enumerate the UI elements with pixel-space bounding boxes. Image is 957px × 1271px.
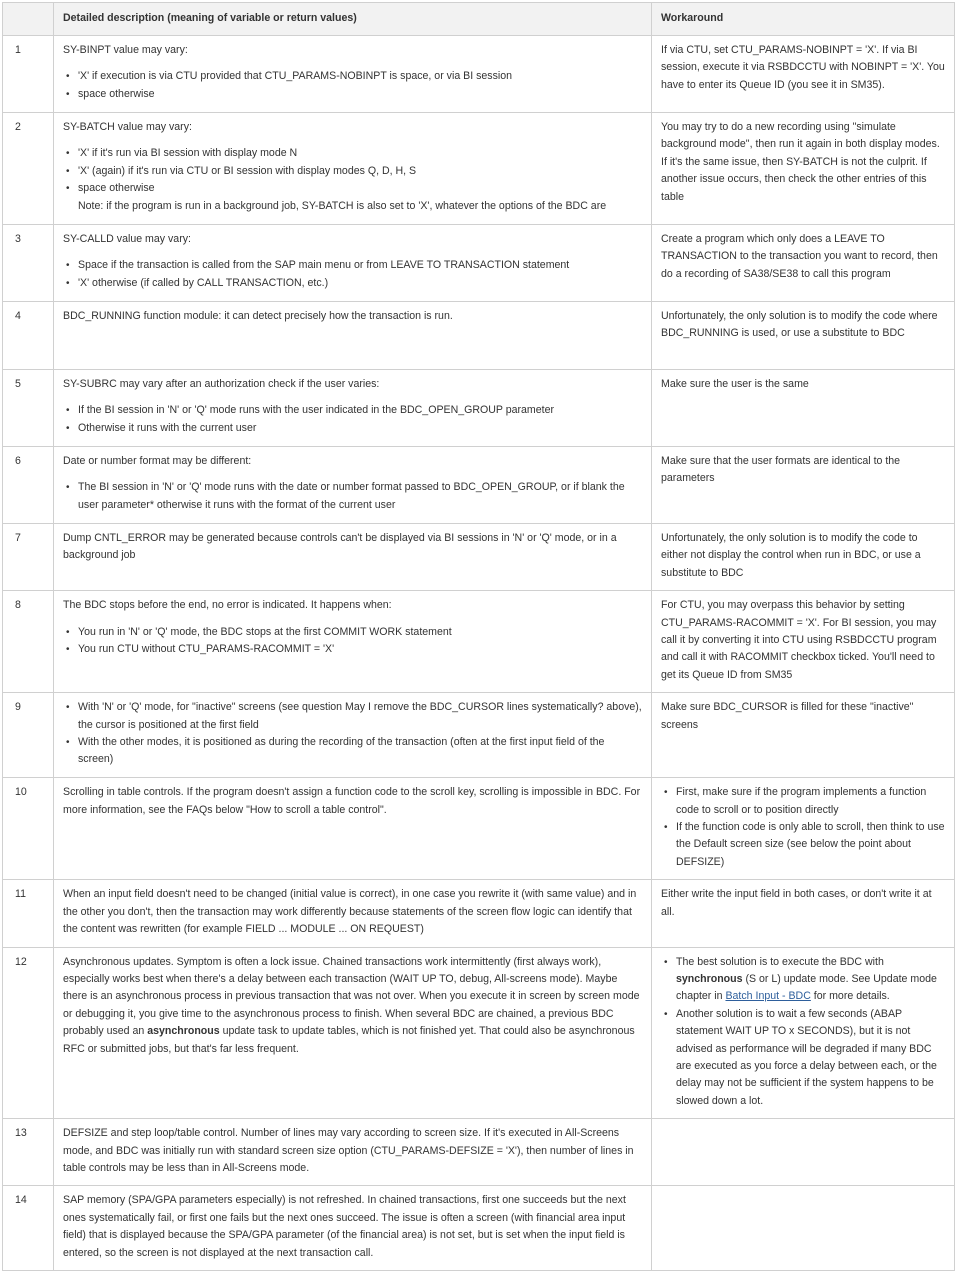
workaround-list	[661, 784, 945, 871]
row-workaround: Make sure the user is the same	[652, 370, 955, 447]
row-number: 12	[3, 947, 54, 1119]
list-item: • 'X' if it's run via BI session with display mode N	[63, 145, 642, 162]
table-row	[3, 1119, 955, 1186]
row-description	[54, 591, 652, 693]
row-description: Scrolling in table controls. If the program doesn't assign a function code to the scroll key, scrolling is impossible in BDC. For more information, see the FAQs below "How to scroll a table control".	[54, 778, 652, 880]
list-item: • 'X' (again) if it's run via CTU or BI session with display modes Q, D, H, S	[63, 163, 642, 180]
row-workaround: Unfortunately, the only solution is to modify the code where BDC_RUNNING is used, or use a substitute to BDC	[652, 302, 955, 370]
row-description: When an input field doesn't need to be changed (initial value is correct), in one case you rewrite it (with same value) and in the other you don't, then the transaction may work differently because statements of the screen flow logic can identify that the content was rewritten (for example FIELD ... MODULE ... ON REQUEST)	[54, 880, 652, 947]
description-list	[63, 479, 642, 514]
row-workaround: You may try to do a new recording using "simulate background mode", then run it again in both display modes. If it's the same issue, then SY-BATCH is not the culprit. If another issue occurs, then check the other entries of this table	[652, 113, 955, 225]
description-lead: Date or number format may be different:	[63, 455, 252, 467]
description-list	[63, 402, 642, 437]
row-workaround	[652, 1186, 955, 1271]
row-number: 4	[3, 302, 54, 370]
list-item: • Otherwise it runs with the current user	[63, 420, 642, 437]
list-item: • Another solution is to wait a few seconds (ABAP statement WAIT UP TO x SECONDS), but it is not advised as performance will be degraded if many BDC are executed as you force a delay between each, or the delay may not be sufficient if the system happens to be slowed down a lot.	[661, 1006, 945, 1110]
description-lead: SY-CALLD value may vary:	[63, 233, 191, 245]
list-item: • If the BI session in 'N' or 'Q' mode runs with the user indicated in the BDC_OPEN_GROUP parameter	[63, 402, 642, 419]
description-note: Note: if the program is run in a background job, SY-BATCH is also set to 'X', whatever the options of the BDC are	[78, 199, 607, 212]
list-item: • With 'N' or 'Q' mode, for "inactive" screens (see question May I remove the BDC_CURSOR lines systematically? above), the cursor is positioned at the first field	[63, 699, 642, 734]
row-workaround: Either write the input field in both cases, or don't write it at all.	[652, 880, 955, 947]
row-number: 6	[3, 447, 54, 524]
description-lead: The BDC stops before the end, no error is indicated. It happens when:	[63, 599, 392, 612]
description-list	[63, 145, 642, 197]
list-item: • Space if the transaction is called from the SAP main menu or from LEAVE TO TRANSACTION statement	[63, 257, 642, 274]
table-row	[3, 778, 955, 880]
list-item: • You run in 'N' or 'Q' mode, the BDC stops at the first COMMIT WORK statement	[63, 624, 642, 641]
row-workaround	[652, 778, 955, 880]
description-text: update task to update tables, which is not finished yet. That could also be asynchronous RFC or submitted jobs, but that's far less frequent.	[63, 1025, 635, 1055]
description-list	[63, 699, 642, 769]
row-workaround: Unfortunately, the only solution is to modify the code to either not display the control when run in BDC, or use a substitute to BDC	[652, 524, 955, 591]
bdc-differences-table	[2, 2, 955, 1271]
row-number: 2	[3, 113, 54, 225]
table-row	[3, 947, 955, 1119]
table-row	[3, 36, 955, 113]
list-item: • You run CTU without CTU_PARAMS-RACOMMIT = 'X'	[63, 641, 642, 658]
row-description	[54, 36, 652, 113]
row-workaround: If via CTU, set CTU_PARAMS-NOBINPT = 'X'. If via BI session, execute it via RSBDCCTU with NOBINPT = 'X'. You have to enter its Queue ID (you see it in SM35).	[652, 36, 955, 113]
row-description	[54, 447, 652, 524]
row-workaround: For CTU, you may overpass this behavior by setting CTU_PARAMS-RACOMMIT = 'X'. For BI session, you may call it by converting it into CTU using RSBDCCTU program and call it with RACOMMIT checkbox ticked. You'll need to get its Queue ID from SM35	[652, 591, 955, 693]
workaround-text: (S or L) update mode. See Update mode chapter in	[676, 972, 937, 1003]
row-number: 9	[3, 693, 54, 778]
list-item: • space otherwise	[63, 180, 642, 197]
description-lead: SY-BATCH value may vary:	[63, 121, 192, 133]
table-row	[3, 1186, 955, 1271]
description-list	[63, 68, 642, 103]
row-description: SAP memory (SPA/GPA parameters especially) is not refreshed. In chained transactions, first one succeeds but the next ones systematically fail, or first one fails but the next ones succeed. The issue is often a screen (with financial area input field) that is displayed because the SPA/GPA parameter (of the financial area) is not set, but is set when the input field is entered, so the screen is not displayed at the next transaction call.	[54, 1186, 652, 1271]
row-number: 11	[3, 880, 54, 947]
table-row	[3, 302, 955, 370]
workaround-text: for more details.	[810, 990, 890, 1003]
table-row	[3, 370, 955, 447]
table-row	[3, 113, 955, 225]
row-number: 13	[3, 1119, 54, 1186]
row-workaround: Create a program which only does a LEAVE TO TRANSACTION to the transaction you want to record, then do a recording of SA38/SE38 to call this program	[652, 225, 955, 302]
description-emphasis: asynchronous	[147, 1025, 220, 1038]
description-text: Asynchronous updates. Symptom is often a lock issue. Chained transactions work intermittently (first always work), especially works best when there's a delay between each transaction (WAIT UP TO, debug, All-screens mode). Maybe there is an asynchronous process in previous transaction that was not over. When you execute it in screen by screen mode or debugging it, you give time to the asynchronous process to finish. When several BDC are chained, a previous BDC probably used an	[63, 955, 640, 1038]
description-list	[63, 257, 642, 292]
batch-input-bdc-link[interactable]: Batch Input - BDC	[725, 990, 811, 1003]
list-item: • With the other modes, it is positioned as during the recording of the transaction (often at the first input field of the screen)	[63, 734, 642, 769]
row-number: 8	[3, 591, 54, 693]
list-item: • 'X' otherwise (if called by CALL TRANSACTION, etc.)	[63, 275, 642, 292]
table-row	[3, 693, 955, 778]
row-description	[54, 693, 652, 778]
row-number: 3	[3, 225, 54, 302]
description-lead: SY-SUBRC may vary after an authorization check if the user varies:	[63, 378, 380, 390]
list-item: • First, make sure if the program implements a function code to scroll or to position directly	[661, 784, 945, 819]
row-description	[54, 947, 652, 1119]
list-item: • If the function code is only able to scroll, then think to use the Default screen size (see below the point about DEFSIZE)	[661, 819, 945, 871]
description-lead: SY-BINPT value may vary:	[63, 44, 188, 56]
row-number: 5	[3, 370, 54, 447]
row-workaround	[652, 1119, 955, 1186]
workaround-list	[661, 954, 945, 1111]
header-number	[3, 3, 54, 36]
row-description	[54, 370, 652, 447]
workaround-text: The best solution is to execute the BDC with	[676, 955, 884, 968]
row-description	[54, 225, 652, 302]
row-workaround: Make sure that the user formats are identical to the parameters	[652, 447, 955, 524]
table-row	[3, 880, 955, 947]
row-number: 1	[3, 36, 54, 113]
table-row	[3, 447, 955, 524]
row-description: DEFSIZE and step loop/table control. Number of lines may vary according to screen size. If it's executed in All-Screens mode, and BDC was initially run with standard screen size option (CTU_PARAMS-DEFSIZE = 'X'), then number of lines in table controls may be less than in All-Screens mode.	[54, 1119, 652, 1186]
row-workaround	[652, 947, 955, 1119]
row-number: 14	[3, 1186, 54, 1271]
row-description: BDC_RUNNING function module: it can detect precisely how the transaction is run.	[54, 302, 652, 370]
list-item: • space otherwise	[63, 86, 642, 103]
table-header-row	[3, 3, 955, 36]
description-list	[63, 624, 642, 659]
list-item: • The BI session in 'N' or 'Q' mode runs with the date or number format passed to BDC_OPEN_GROUP, or if blank the user parameter* otherwise it runs with the format of the current user	[63, 479, 642, 514]
row-description: Dump CNTL_ERROR may be generated because controls can't be displayed via BI sessions in 'N' or 'Q' mode, or in a background job	[54, 524, 652, 591]
row-number: 10	[3, 778, 54, 880]
list-item: • 'X' if execution is via CTU provided that CTU_PARAMS-NOBINPT is space, or via BI session	[63, 68, 642, 85]
header-description: Detailed description (meaning of variable or return values)	[54, 3, 652, 36]
table-row	[3, 225, 955, 302]
row-number: 7	[3, 524, 54, 591]
list-item	[661, 954, 945, 1006]
row-description	[54, 113, 652, 225]
row-workaround: Make sure BDC_CURSOR is filled for these "inactive" screens	[652, 693, 955, 778]
header-workaround: Workaround	[652, 3, 955, 36]
workaround-emphasis: synchronous	[676, 972, 743, 985]
table-row	[3, 591, 955, 693]
table-row	[3, 524, 955, 591]
